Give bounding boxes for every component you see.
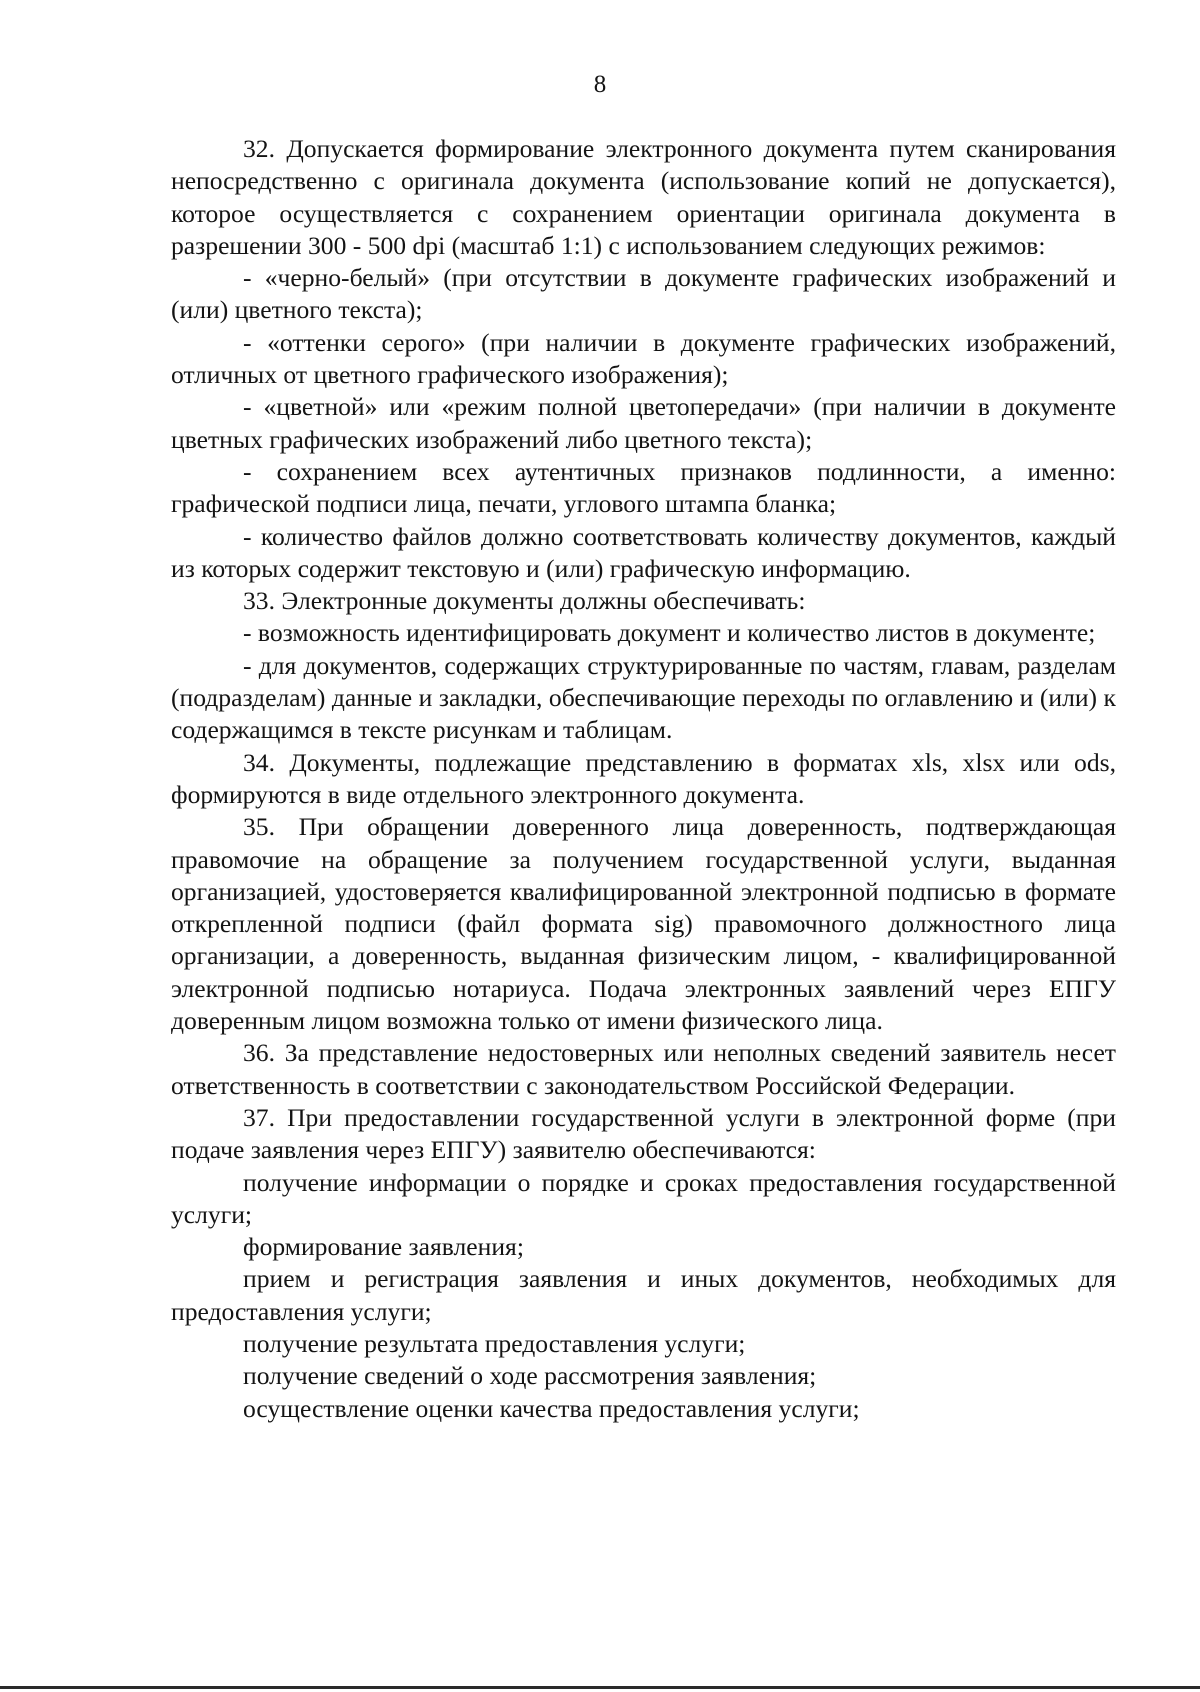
list-item-file-count: - количество файлов должно соответствовать количеству документов, каждый из которых содержит текстовую и (или) графическую информацию.	[171, 521, 1116, 583]
paragraph-35: 35. При обращении доверенного лица доверенность, подтверждающая правомочие на обращение за получением государственной услуги, выданная организацией, удостоверяется квалифицированной электронной подписью в формате открепленной подписи (файл формата sig) правомочного должностного лица организации, а доверенность, выданная физическим лицом, - квалифицированной электронной подписью нотариуса. Подача электронных заявлений через ЕПГУ доверенным лицом возможна только от имени физического лица.	[171, 812, 1116, 1036]
paragraph-32: 32. Допускается формирование электронного документа путем сканирования непосредственно с оригинала документа (использование копий не допускается), которое осуществляется с сохранением ориентации оригинала документа в разрешении 300 - 500 dpi (масштаб 1:1) с использованием следующих режимов:	[171, 134, 1116, 260]
scan-edge-line	[0, 1686, 1200, 1689]
list-item-status: получение сведений о ходе рассмотрения заявления;	[243, 1361, 817, 1391]
list-item-grayscale: - «оттенки серого» (при наличии в документе графических изображений, отличных от цветного графического изображения);	[171, 327, 1116, 390]
list-item-info: получение информации о порядке и сроках предоставления государственной услуги;	[171, 1167, 1116, 1229]
list-item-authenticity: - сохранением всех аутентичных признаков подлинности, а именно: графической подписи лица, печати, углового штампа бланка;	[171, 456, 1116, 519]
document-body	[171, 133, 1116, 1425]
list-item-registration: прием и регистрация заявления и иных документов, необходимых для предоставления услуги;	[171, 1264, 1116, 1326]
list-item-color: - «цветной» или «режим полной цветопередачи» (при наличии в документе цветных графических изображений либо цветного текста);	[171, 392, 1116, 454]
list-item-identify: - возможность идентифицировать документ и количество листов в документе;	[243, 618, 1096, 648]
list-item-quality: осуществление оценки качества предоставления услуги;	[243, 1393, 860, 1423]
list-item-structured: - для документов, содержащих структурированные по частям, главам, разделам (подразделам) данные и закладки, обеспечивающие переходы по оглавлению и (или) к содержащимся в тексте рисункам и таблицам.	[171, 650, 1116, 745]
list-item-black-white: - «черно-белый» (при отсутствии в документе графических изображений и (или) цветного текста);	[171, 263, 1116, 325]
page-number: 8	[593, 71, 607, 98]
paragraph-36: 36. За представление недостоверных или неполных сведений заявитель несет ответственность в соответствии с законодательством Российской Федерации.	[171, 1038, 1116, 1100]
paragraph-37: 37. При предоставлении государственной услуги в электронной форме (при подаче заявления через ЕПГУ) заявителю обеспечиваются:	[171, 1102, 1116, 1165]
paragraph-33: 33. Электронные документы должны обеспечивать:	[243, 586, 806, 616]
list-item-form: формирование заявления;	[243, 1232, 524, 1262]
list-item-result: получение результата предоставления услуги;	[243, 1328, 746, 1358]
paragraph-34: 34. Документы, подлежащие представлению в форматах xls, xlsx или ods, формируются в виде отдельного электронного документа.	[171, 747, 1116, 809]
